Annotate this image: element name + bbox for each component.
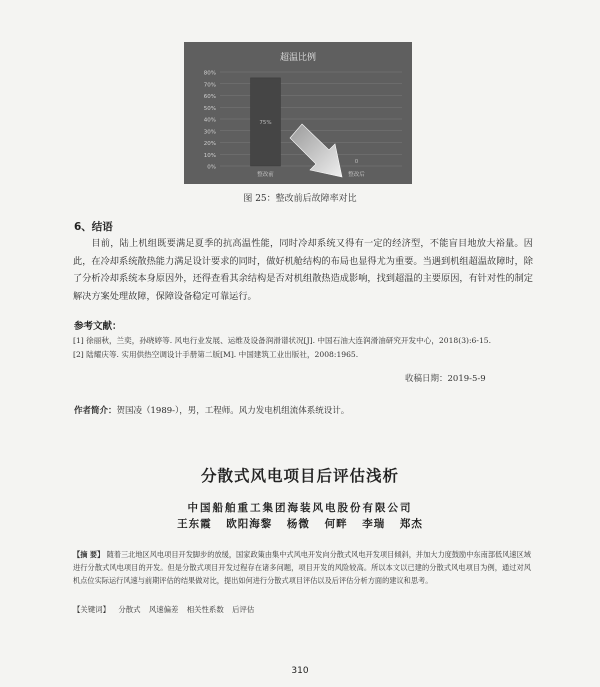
y-tick-label: 50% xyxy=(203,105,216,112)
article-authors: 王东霞 欧阳海黎 杨微 何畔 李瑞 郑杰 xyxy=(177,518,423,530)
abstract-text: 随着三北地区风电项目开发脚步的放缓，国家政策由集中式风电开发向分散式风电开发项目倾斜，并加大力度鼓励中东南部低风速区域进行分散式风电项目的开发。但是分散式项目开发过程存在诸多问题，项目开发的风险较高。所以本文以已建的分散式风电项目为例，通过对风机点位实际运行风速与前期评估的结果做对比，提出如何进行分散式项目评估以及后评估分析方面的建议和思考。 xyxy=(73,550,531,585)
abstract-label: 【摘 要】 xyxy=(73,550,105,559)
y-tick-label: 60% xyxy=(203,94,216,100)
section-body xyxy=(73,235,533,305)
y-tick-label: 80% xyxy=(203,70,216,77)
references-heading: 参考文献： xyxy=(74,321,122,332)
article-title: 分散式风电项目后评估浅析 xyxy=(200,467,399,485)
author-bio-text: 贺国凌（1989-），男，工程师。风力发电机组流体系统设计。 xyxy=(116,406,350,416)
y-tick-label: 70% xyxy=(203,82,216,89)
article-affiliation: 中国船舶重工集团海装风电股份有限公司 xyxy=(187,502,413,514)
keywords-label: 【关键词】 xyxy=(73,605,110,614)
chart-title: 超温比例 xyxy=(279,53,317,63)
y-tick-label: 0% xyxy=(207,164,216,171)
references-list xyxy=(73,334,528,362)
section-heading: 6、结语 xyxy=(74,221,113,233)
bar-chart xyxy=(184,42,412,184)
y-tick-label: 20% xyxy=(203,141,216,147)
reference-item: [2] 陆耀庆等. 实用供热空调设计手册第二版[M]. 中国建筑工业出版社，2008:1965. xyxy=(73,350,359,359)
y-tick-label: 10% xyxy=(203,152,216,159)
bar-data-label: 0 xyxy=(354,159,359,165)
keywords-text: 分散式 风速偏差 相关性系数 后评估 xyxy=(118,605,255,614)
author-bio-label: 作者简介： xyxy=(74,406,117,416)
received-date: 收稿日期：2019-5-9 xyxy=(405,374,486,384)
x-category-label: 整改后 xyxy=(348,172,365,178)
article-abstract xyxy=(73,548,531,587)
x-category-label: 整改前 xyxy=(257,172,274,178)
section-paragraph: 目前，陆上机组既要满足夏季的抗高温性能，同时冷却系统又得有一定的经济型，不能盲目地放大裕量。因此，在冷却系统散热能力满足设计要求的同时，做好机舱结构的布局也显得尤为重要。当遇到机组超温故障时，除了分析冷却系统本身原因外，还得查看其余结构是否对机组散热造成影响，找到超温的主要原因，有针对性的制定解决方案处理故障，保障设备稳定可靠运行。 xyxy=(73,238,533,302)
author-bio xyxy=(74,404,349,416)
figure-caption: 图 25：整改前后故障率对比 xyxy=(243,194,357,204)
reference-item: [1] 徐丽秋，兰奕，孙晓婷等. 风电行业发展、运维及设备润滑谱状况[J]. 中国石油大连润滑油研究开发中心，2018(3):6-15. xyxy=(73,336,492,345)
y-tick-label: 30% xyxy=(203,129,216,136)
chart-figure xyxy=(184,42,412,184)
page-number: 310 xyxy=(291,666,309,676)
article-keywords xyxy=(73,604,254,615)
y-tick-label: 40% xyxy=(203,117,216,124)
bar-data-label: 75% xyxy=(259,119,272,126)
